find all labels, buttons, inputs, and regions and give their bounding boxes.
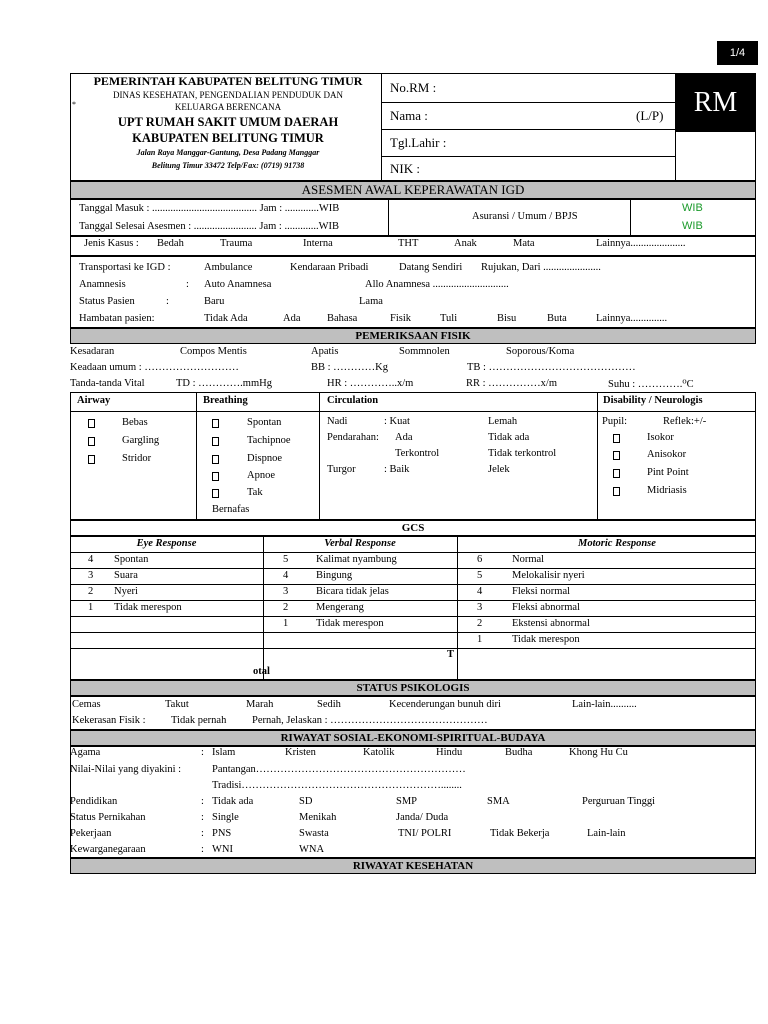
eye-label[interactable]: Spontan [114,554,149,565]
section-status-psikologis: STATUS PSIKOLOGIS [70,680,756,696]
kewarganegaraan-label: Kewarganegaraan [70,844,146,855]
pernikahan-single[interactable]: Single [212,812,239,823]
airway-bebas: Bebas [122,417,148,428]
kekerasan-pernah[interactable]: Pernah, Jelaskan : ……………………………………… [252,715,488,726]
transport-rujukan[interactable]: Rujukan, Dari ...................... [481,262,601,273]
neuro-midriasis: Midriasis [647,485,687,496]
motor-label[interactable]: Ekstensi abnormal [512,618,590,629]
nadi-kuat[interactable]: : Kuat [384,416,410,427]
kewarganegaraan-wni[interactable]: WNI [212,844,233,855]
pendarahan-ada[interactable]: Ada [395,432,413,443]
pendidikan-pt[interactable]: Perguruan Tinggi [582,796,656,807]
verbal-label[interactable]: Tidak merespon [316,618,384,629]
kesadaran-label: Kesadaran [70,346,115,357]
kesadaran-apatis[interactable]: Apatis [311,346,339,357]
hambatan-tuli[interactable]: Tuli [440,313,458,324]
psiko-marah[interactable]: Marah [246,699,274,710]
breathing-tak-checkbox[interactable] [212,489,219,498]
breathing-title: Breathing [203,395,248,406]
breathing-dispnoe: Dispnoe [247,453,282,464]
neuro-anisokor-checkbox[interactable] [613,451,620,460]
airway-stridor-checkbox[interactable] [88,455,95,464]
td-field[interactable]: TD : ………….mmHg [176,378,272,389]
pekerjaan-tidak-bekerja[interactable]: Tidak Bekerja [490,828,550,839]
motor-score: 3 [477,602,483,613]
eye-label[interactable]: Suara [114,570,138,581]
verbal-score: 1 [283,618,289,629]
suhu-field[interactable]: Suhu : ………….⁰C [608,379,694,390]
gcs-total-t: T [447,649,455,660]
verbal-response-title: Verbal Response [324,538,396,549]
psiko-takut[interactable]: Takut [165,699,189,710]
kekerasan-tidak[interactable]: Tidak pernah [171,715,227,726]
kewarganegaraan-wna[interactable]: WNA [299,844,325,855]
neuro-title: Disability / Neurologis [603,395,703,406]
status-baru[interactable]: Baru [204,296,225,307]
gender-field: (L/P) [636,108,664,123]
wib-selesai: WIB [682,220,703,232]
nilai-label: Nilai-Nilai yang diyakini : [70,764,182,775]
kesadaran-somnolen[interactable]: Sommnolen [399,346,450,357]
verbal-label[interactable]: Kalimat nyambung [316,554,397,565]
breathing-dispnoe-checkbox[interactable] [212,455,219,464]
neuro-pint-point: Pint Point [647,467,689,478]
jenis-trauma[interactable]: Trauma [220,238,253,249]
transport-pribadi[interactable]: Kendaraan Pribadi [290,262,369,273]
agama-colon: : [201,747,204,758]
hambatan-tidak-ada[interactable]: Tidak Ada [204,313,248,324]
transportasi-label: Transportasi ke IGD : [79,262,171,273]
motor-score: 5 [477,570,483,581]
airway-title: Airway [77,395,111,406]
section-riwayat-kesehatan: RIWAYAT KESEHATAN [70,858,756,874]
airway-stridor: Stridor [122,453,152,464]
pekerjaan-tni-polri[interactable]: TNI/ POLRI [398,828,452,839]
pendidikan-label: Pendidikan [70,796,118,807]
verbal-label[interactable]: Mengerang [316,602,364,613]
reflek-label: Reflek:+/- [663,416,707,427]
motor-label[interactable]: Normal [512,554,545,565]
pekerjaan-lain[interactable]: Lain-lain [587,828,626,839]
section-pemeriksaan-fisik: PEMERIKSAAN FISIK [70,328,756,344]
turgor-jelek[interactable]: Jelek [488,464,510,475]
pendidikan-colon: : [201,796,204,807]
rr-field[interactable]: RR : ……………x/m [466,378,558,389]
nik-field[interactable]: NIK : [390,161,420,176]
rm-badge: RM [675,73,756,132]
motoric-response-title: Motoric Response [578,538,656,549]
pupil-label: Pupil: [602,416,628,427]
pendarahan-label: Pendarahan: [327,432,379,443]
pekerjaan-swasta[interactable]: Swasta [299,828,329,839]
pendarahan-tidak-ada[interactable]: Tidak ada [488,432,530,443]
kesadaran-soporous[interactable]: Soporous/Koma [506,346,575,357]
nilai-pantangan[interactable]: Pantangan…………………………………………………… [212,764,466,775]
hambatan-buta[interactable]: Buta [547,313,567,324]
hambatan-lainnya[interactable]: Lainnya.............. [596,313,668,324]
motor-label[interactable]: Fleksi abnormal [512,602,580,613]
page-number-badge: 1/4 [717,41,758,65]
no-rm-field[interactable]: No.RM : [390,80,437,95]
address-line1: Jalan Raya Manggar-Gantung, Desa Padang Manggar [136,148,320,157]
psiko-sedih[interactable]: Sedih [317,699,341,710]
pernikahan-menikah[interactable]: Menikah [299,812,337,823]
pendidikan-sd[interactable]: SD [299,796,313,807]
status-colon: : [166,296,169,307]
breathing-spontan: Spontan [247,417,282,428]
motor-score: 4 [477,586,483,597]
jenis-bedah[interactable]: Bedah [157,238,184,249]
gcs-total-label: otal [253,666,270,677]
anamnesis-colon: : [186,279,189,290]
verbal-label[interactable]: Bicara tidak jelas [316,586,389,597]
psiko-lain[interactable]: Lain-lain.......... [572,699,637,710]
verbal-score: 3 [283,586,289,597]
eye-score: 3 [88,570,94,581]
airway-gargling-checkbox[interactable] [88,437,95,446]
verbal-score: 5 [283,554,289,565]
verbal-score: 2 [283,602,289,613]
motor-score: 2 [477,618,483,629]
pendarahan-tidak-terkontrol[interactable]: Tidak terkontrol [488,448,557,459]
eye-score: 2 [88,586,94,597]
breathing-tachipnoe: Tachipnoe [247,435,291,446]
pendarahan-terkontrol[interactable]: Terkontrol [395,448,440,459]
eye-response-title: Eye Response [136,538,197,549]
hambatan-label: Hambatan pasien: [79,313,155,324]
breathing-tak: Tak [247,487,263,498]
agama-budha[interactable]: Budha [505,747,533,758]
breathing-tachipnoe-checkbox[interactable] [212,437,219,446]
neuro-isokor-checkbox[interactable] [613,434,620,443]
tgl-lahir-field[interactable]: Tgl.Lahir : [390,135,447,150]
motor-label[interactable]: Fleksi normal [512,586,571,597]
status-pasien-label: Status Pasien [79,296,135,307]
address-line2: Belitung Timur 33472 Telp/Fax: (0719) 91738 [151,161,305,170]
hambatan-bisu[interactable]: Bisu [497,313,517,324]
bb-field[interactable]: BB : …………Kg [311,362,389,373]
transport-ambulance[interactable]: Ambulance [204,262,253,273]
kewarganegaraan-colon: : [201,844,204,855]
eye-label[interactable]: Tidak merespon [114,602,182,613]
upt-line2: KABUPATEN BELITUNG TIMUR [132,131,324,145]
upt-line1: UPT RUMAH SAKIT UMUM DAERAH [117,115,339,129]
dinas-line1: DINAS KESEHATAN, PENGENDALIAN PENDUDUK DAN [112,90,344,100]
breathing-spontan-checkbox[interactable] [212,419,219,428]
transport-sendiri[interactable]: Datang Sendiri [399,262,463,273]
anamnesis-auto[interactable]: Auto Anamnesa [204,279,272,290]
pekerjaan-colon: : [201,828,204,839]
hambatan-bahasa[interactable]: Bahasa [327,313,358,324]
neuro-midriasis-checkbox[interactable] [613,487,620,496]
hambatan-fisik[interactable]: Fisik [390,313,412,324]
agama-katolik[interactable]: Katolik [363,747,395,758]
dinas-line2: KELUARGA BERENCANA [174,102,282,112]
breathing-apnoe-checkbox[interactable] [212,472,219,481]
tanggal-masuk[interactable]: Tanggal Masuk : ........................................ Jam : .............WIB [79,203,340,214]
kekerasan-fisik-label: Kekerasan Fisik : [72,715,146,726]
neuro-isokor: Isokor [647,432,674,443]
kesadaran-compos[interactable]: Compos Mentis [180,346,247,357]
nilai-tradisi[interactable]: Tradisi…………………………………………………........ [212,780,462,791]
eye-label[interactable]: Nyeri [114,586,138,597]
motor-label[interactable]: Tidak merespon [512,634,580,645]
motor-label[interactable]: Melokalisir nyeri [512,570,585,581]
pendidikan-tidak-ada[interactable]: Tidak ada [212,796,254,807]
jenis-lainnya[interactable]: Lainnya..................... [596,238,686,249]
agama-khonghucu[interactable]: Khong Hu Cu [569,747,628,758]
agama-islam[interactable]: Islam [212,747,236,758]
psiko-cemas[interactable]: Cemas [72,699,101,710]
jenis-interna[interactable]: Interna [303,238,333,249]
gov-title: PEMERINTAH KABUPATEN BELITUNG TIMUR [93,74,363,88]
verbal-score: 4 [283,570,289,581]
jenis-anak[interactable]: Anak [454,238,477,249]
motor-score: 1 [477,634,483,645]
neuro-anisokor: Anisokor [647,449,687,460]
motor-score: 6 [477,554,483,565]
breathing-apnoe: Apnoe [247,470,275,481]
asuransi-label: Asuransi / Umum / BPJS [472,211,578,222]
section-asesmen: ASESMEN AWAL KEPERAWATAN IGD [70,181,756,199]
vital-label: Tanda-tanda Vital [70,378,145,389]
turgor-label: Turgor [327,464,356,475]
pekerjaan-pns[interactable]: PNS [212,828,232,839]
eye-score: 1 [88,602,94,613]
eye-score: 4 [88,554,94,565]
tanggal-selesai[interactable]: Tanggal Selesai Asesmen : ........................ Jam : .............WIB [79,221,339,232]
nama-field[interactable]: Nama : [390,108,428,123]
agama-kristen[interactable]: Kristen [285,747,316,758]
anamnesis-label: Anamnesis [79,279,126,290]
neuro-pint-point-checkbox[interactable] [613,469,620,478]
hr-field[interactable]: HR : …………..x/m [327,378,414,389]
airway-bebas-checkbox[interactable] [88,419,95,428]
agama-label: Agama [70,747,101,758]
turgor-baik[interactable]: : Baik [384,464,410,475]
circulation-title: Circulation [327,395,379,406]
jenis-tht[interactable]: THT [398,238,419,249]
status-lama[interactable]: Lama [359,296,383,307]
section-gcs: GCS [70,520,756,536]
header-mark: * [72,100,76,109]
wib-masuk: WIB [682,202,703,214]
pendidikan-smp[interactable]: SMP [396,796,418,807]
tb-field[interactable]: TB : …………………………………… [467,362,636,373]
pernikahan-colon: : [201,812,204,823]
jenis-kasus-label: Jenis Kasus : [84,238,139,249]
pernikahan-label: Status Pernikahan [70,812,146,823]
verbal-label[interactable]: Bingung [316,570,353,581]
keadaan-umum[interactable]: Keadaan umum : ……………………… [70,362,239,373]
nadi-label: Nadi [327,416,348,427]
pekerjaan-label: Pekerjaan [70,828,112,839]
pernikahan-janda-duda[interactable]: Janda/ Duda [396,812,449,823]
anamnesis-allo[interactable]: Allo Anamnesa ............................. [365,279,509,290]
section-riwayat-sosial: RIWAYAT SOSIAL-EKONOMI-SPIRITUAL-BUDAYA [70,730,756,746]
nadi-lemah[interactable]: Lemah [488,416,518,427]
hambatan-ada[interactable]: Ada [283,313,301,324]
airway-gargling: Gargling [122,435,160,446]
psiko-bunuh-diri[interactable]: Kecenderungan bunuh diri [389,699,501,710]
pendidikan-sma[interactable]: SMA [487,796,510,807]
breathing-bernafas: Bernafas [212,504,250,515]
agama-hindu[interactable]: Hindu [436,747,463,758]
jenis-mata[interactable]: Mata [513,238,535,249]
